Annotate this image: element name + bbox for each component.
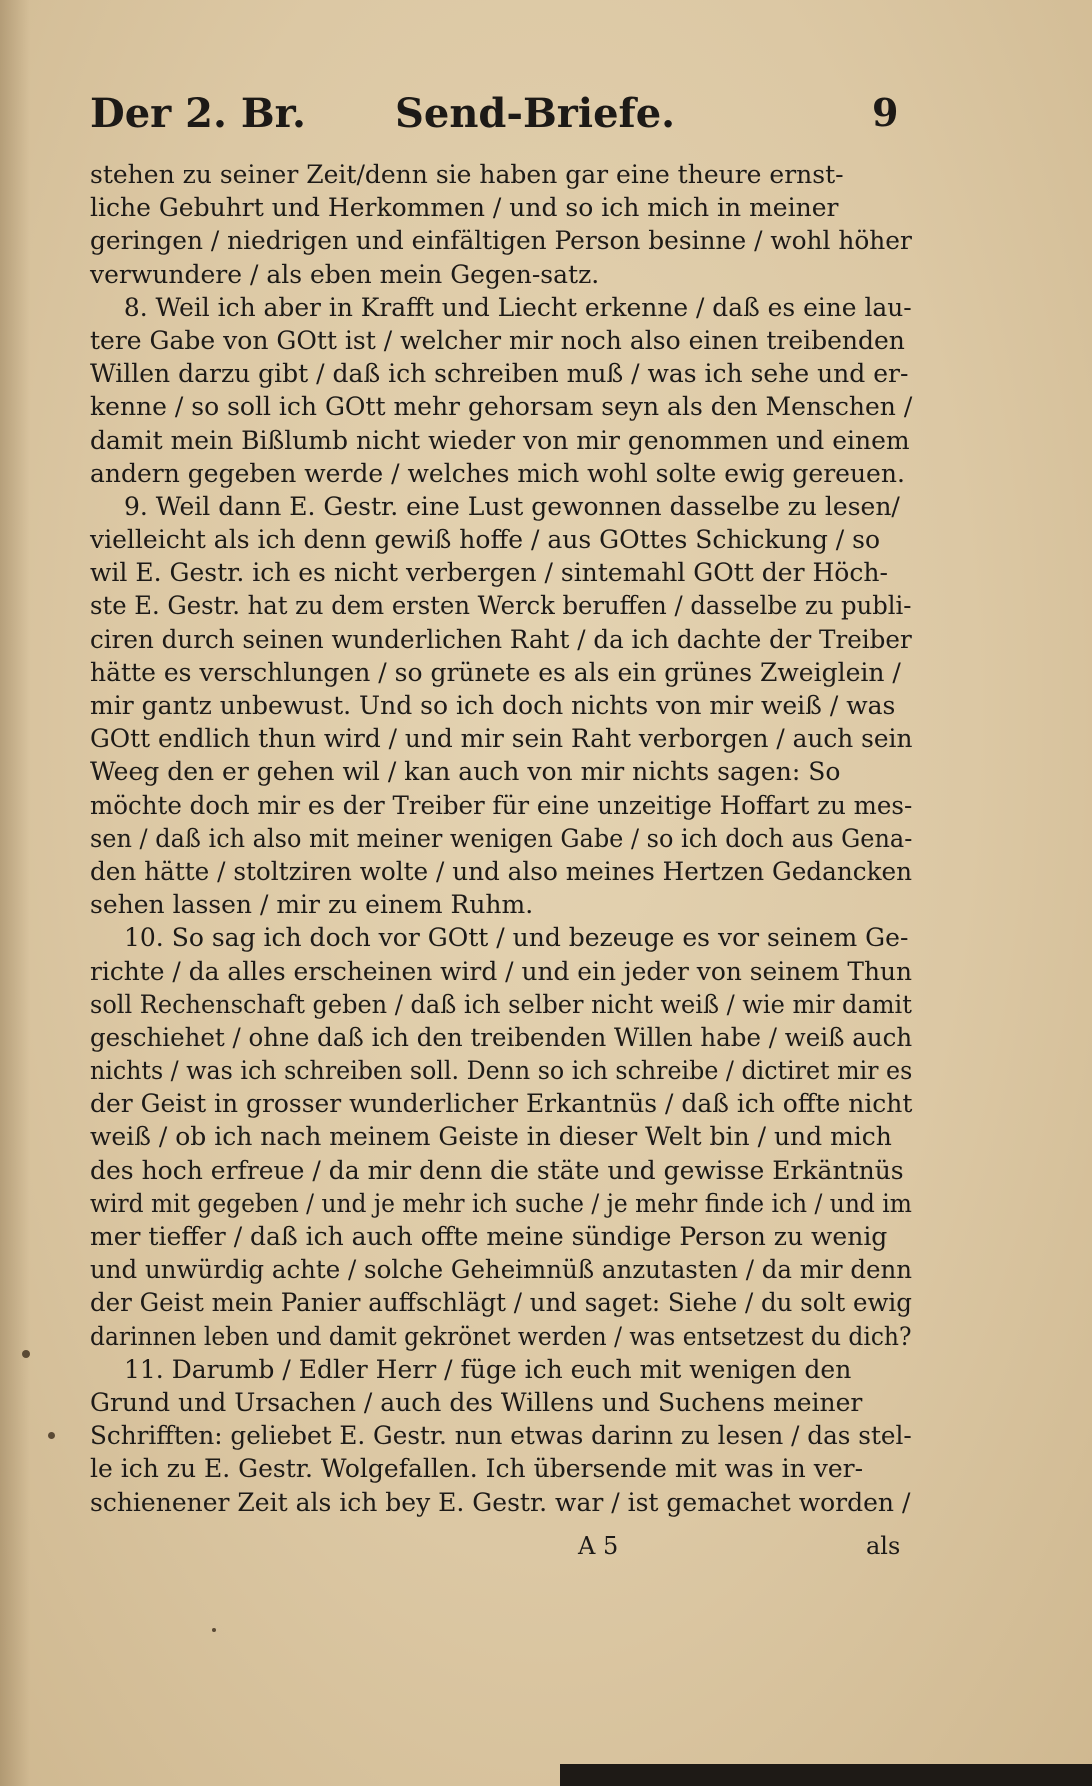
text-line: ste E. Gestr. hat zu dem ersten Werck beruffen / dasselbe zu publi- — [90, 591, 912, 621]
margin-mark — [22, 1350, 30, 1358]
catchword: als — [866, 1532, 901, 1560]
text-line: darinnen leben und damit gekrönet werden / was entsetzest du dich? — [90, 1321, 912, 1351]
text-line: sehen lassen / mir zu einem Ruhm. — [90, 890, 534, 920]
text-line: Weeg den er gehen wil / kan auch von mir nichts sagen: So — [90, 757, 841, 787]
text-line: kenne / so soll ich GOtt mehr gehorsam seyn als den Menschen / — [90, 392, 913, 422]
margin-mark — [212, 1628, 216, 1632]
text-line: 8. Weil ich aber in Krafft und Liecht erkenne / daß es eine lau- — [123, 292, 912, 322]
text-line: Schrifften: geliebet E. Gestr. nun etwas darinn zu lesen / das stel- — [90, 1421, 912, 1451]
spine-shadow — [0, 0, 30, 1786]
text-line: sen / daß ich also mit meiner wenigen Gabe / so ich doch aus Gena- — [90, 823, 913, 853]
text-line: le ich zu E. Gestr. Wolgefallen. Ich übersende mit was in ver- — [90, 1454, 864, 1484]
text-line: der Geist in grosser wunderlicher Erkantnüs / daß ich offte nicht — [90, 1089, 913, 1119]
text-line: 9. Weil dann E. Gestr. eine Lust gewonnen dasselbe zu lesen/ — [124, 491, 900, 521]
text-line: ciren durch seinen wunderlichen Raht / da ich dachte der Treiber — [90, 624, 912, 654]
text-line: den hätte / stoltziren wolte / und also meines Hertzen Gedancken — [90, 856, 913, 886]
text-line: GOtt endlich thun wird / und mir sein Raht verborgen / auch sein — [90, 724, 913, 754]
text-line: 11. Darumb / Edler Herr / füge ich euch mit wenigen den — [124, 1354, 852, 1384]
text-line: der Geist mein Panier auffschlägt / und saget: Siehe / du solt ewig — [90, 1288, 912, 1318]
text-line: geschiehet / ohne daß ich den treibenden Willen habe / weiß auch — [90, 1022, 913, 1052]
text-line: möchte doch mir es der Treiber für eine unzeitige Hoffart zu mes- — [90, 790, 913, 820]
text-line: geringen / niedrigen und einfältigen Person besinne / wohl höher — [90, 226, 912, 256]
scan-edge-bar — [560, 1764, 1092, 1786]
text-line: und unwürdig achte / solche Geheimnüß anzutasten / da mir denn — [90, 1255, 912, 1285]
text-line: 10. So sag ich doch vor GOtt / und bezeuge es vor seinem Ge- — [124, 923, 909, 953]
page-body — [90, 158, 912, 1519]
text-line: Grund und Ursachen / auch des Willens und Suchens meiner — [90, 1387, 863, 1417]
text-line: stehen zu seiner Zeit/denn sie haben gar eine theure ernst- — [90, 160, 844, 189]
text-line: damit mein Bißlumb nicht wieder von mir genommen und einem — [90, 425, 910, 455]
text-line: des hoch erfreue / da mir denn die stäte und gewisse Erkäntnüs — [90, 1155, 904, 1185]
text-line: liche Gebuhrt und Herkommen / und so ich mich in meiner — [90, 193, 839, 223]
text-line: mir gantz unbewust. Und so ich doch nichts von mir weiß / was — [90, 691, 896, 720]
text-line: wird mit gegeben / und je mehr ich suche / je mehr finde ich / und im — [90, 1188, 912, 1218]
running-header — [90, 90, 910, 150]
text-line: nichts / was ich schreiben soll. Denn so ich schreibe / dictiret mir es — [90, 1056, 913, 1086]
text-line: vielleicht als ich denn gewiß hoffe / aus GOttes Schickung / so — [90, 525, 881, 555]
page-footer — [90, 1532, 912, 1568]
text-line: andern gegeben werde / welches mich wohl solte ewig gereuen. — [90, 458, 905, 488]
text-line: Willen darzu gibt / daß ich schreiben muß / was ich sehe und er- — [90, 359, 909, 389]
text-line: mer tieffer / daß ich auch offte meine sündige Person zu wenig — [90, 1222, 888, 1251]
header-title: Send-Briefe. — [395, 90, 676, 137]
text-line: soll Rechenschaft geben / daß ich selber nicht weiß / wie mir damit — [90, 989, 912, 1019]
header-left: Der 2. Br. — [90, 90, 306, 137]
text-line: wil E. Gestr. ich es nicht verbergen / sintemahl GOtt der Höch- — [90, 558, 888, 588]
text-line: weiß / ob ich nach meinem Geiste in dieser Welt bin / und mich — [90, 1122, 892, 1152]
page-number: 9 — [872, 90, 899, 135]
text-line: richte / da alles erscheinen wird / und ein jeder von seinem Thun — [90, 956, 913, 986]
text-line: hätte es verschlungen / so grünete es als ein grünes Zweiglein / — [90, 657, 901, 687]
text-line: verwundere / als eben mein Gegen-satz. — [90, 259, 600, 289]
text-line: tere Gabe von GOtt ist / welcher mir noch also einen treibenden — [90, 325, 905, 355]
signature-mark: A 5 — [578, 1532, 619, 1560]
margin-mark — [48, 1432, 55, 1439]
text-line: schienener Zeit als ich bey E. Gestr. war / ist gemachet worden / — [90, 1487, 911, 1517]
